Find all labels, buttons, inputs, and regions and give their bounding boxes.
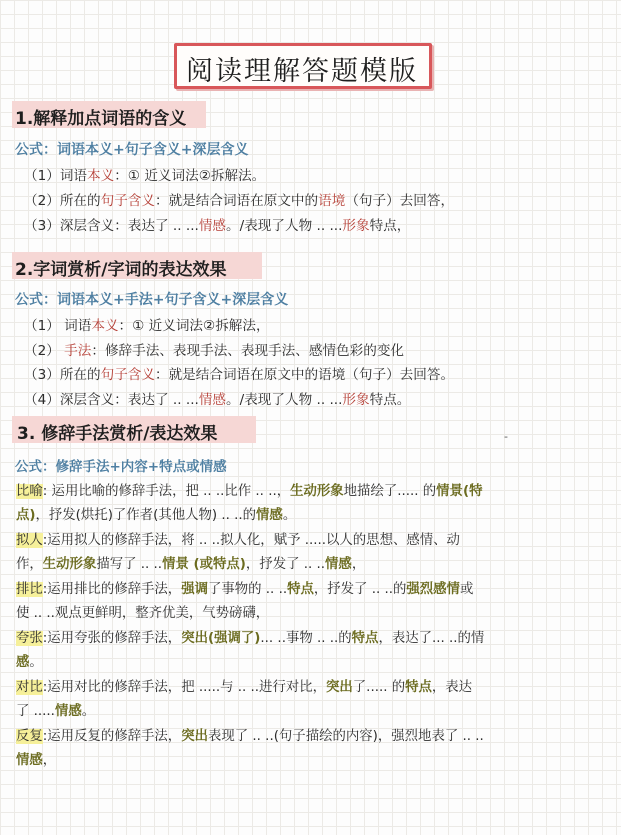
text-segment: ：就是结合词语在原文中的语境（句子）去回答。: [155, 367, 455, 383]
section-1-heading: 1.解释加点词语的含义: [15, 109, 187, 129]
section-1-line: [24, 189, 454, 209]
section-2-line: [24, 388, 410, 408]
text-segment: ，表达了... ..的情: [378, 631, 485, 646]
text-segment: ，抒发(烘托)了作者(其他人物) .. ..的: [35, 508, 257, 523]
section-3-line: [16, 504, 296, 523]
text-segment: ：① 近义词法②拆解法。: [114, 168, 266, 184]
text-segment: （1）词语: [24, 168, 88, 184]
text-segment: ，: [42, 753, 57, 768]
keyword: 点): [16, 508, 36, 523]
text-segment: （1） 词语: [24, 318, 92, 334]
section-2-line: [24, 314, 270, 334]
keyword: 语境: [318, 193, 346, 209]
text-segment: （2）所在的: [24, 193, 101, 209]
section-2-line: [24, 363, 454, 383]
text-segment: 特点。: [369, 392, 411, 408]
text-segment: 作，: [16, 557, 43, 572]
keyword: 感: [16, 655, 30, 670]
section-3-line: [16, 651, 43, 670]
section-3-line: [16, 602, 269, 621]
keyword: 强烈感情: [406, 582, 460, 597]
keyword: 情感: [54, 704, 82, 719]
section-3-line: [16, 749, 56, 768]
page-title: 阅读理解答题模版: [186, 56, 418, 87]
text-segment: 。/表现了人物 .. ...: [226, 392, 343, 408]
keyword: 情景 (或特点): [162, 557, 246, 572]
section-3-line: [16, 725, 484, 744]
text-segment: ，抒发了 .. ..的: [313, 582, 407, 597]
rhetoric-term: 反复: [16, 729, 43, 744]
text-segment: 。/表现了人物 .. ...: [226, 218, 343, 234]
text-segment: 表现了 .. ..(句子描绘的内容)，强烈地表了 .. ..: [207, 729, 484, 744]
section-1-line: [24, 164, 265, 184]
text-segment: ：① 近义词法②拆解法，: [118, 318, 270, 334]
text-segment: （3）所在的: [24, 367, 101, 383]
keyword: 情感: [198, 218, 227, 234]
text-segment: ，: [351, 557, 366, 572]
keyword: 突出: [181, 729, 208, 744]
text-segment: （2）: [24, 343, 65, 359]
rhetoric-term: 夸张: [16, 631, 43, 646]
text-segment: ，抒发了 .. ..: [245, 557, 326, 572]
text-segment: （3）深层含义：表达了 .. ...: [24, 218, 199, 234]
section-2-line: [24, 339, 404, 359]
section-1-line: [24, 214, 410, 234]
keyword: 突出(强调了): [181, 631, 261, 646]
keyword: 生动形象: [290, 484, 344, 499]
text-segment: 了..... 的: [352, 680, 406, 695]
section-3-line: [16, 578, 473, 597]
section-2-heading: 2.字词赏析/字词的表达效果: [15, 260, 227, 280]
rhetoric-term: 拟人: [16, 533, 43, 548]
text-segment: ：修辞手法、表现手法、表现手法、感情色彩的变化: [91, 343, 405, 359]
keyword: 形象: [342, 218, 370, 234]
text-segment: :运用对比的修辞手法，把 .....与 .. ..进行对比，: [42, 680, 327, 695]
text-segment: 使 .. ..观点更鲜明，整齐优美，气势磅礴，: [16, 606, 270, 621]
keyword: 形象: [342, 392, 370, 408]
keyword: 生动形象: [42, 557, 97, 572]
stray-mark: -: [504, 430, 508, 443]
keyword: 本义: [87, 168, 115, 184]
text-segment: 或: [459, 582, 474, 597]
section-3-line: [16, 480, 482, 499]
text-segment: 地描绘了..... 的: [343, 484, 437, 499]
keyword: 情感: [198, 392, 227, 408]
section-3-formula: 公式：修辞手法+内容+特点或情感: [15, 459, 227, 475]
text-segment: : 运用比喻的修辞手法，把 .. ..比作 .. ..，: [42, 484, 291, 499]
text-segment: ：就是结合词语在原文中的: [155, 193, 319, 209]
keyword: 强调: [181, 582, 208, 597]
text-segment: （4）深层含义：表达了 .. ...: [24, 392, 199, 408]
section-3-line: [16, 627, 484, 646]
keyword: 本义: [91, 318, 119, 334]
text-segment: （句子）去回答，: [345, 193, 455, 209]
text-segment: 。: [29, 655, 43, 670]
text-segment: :运用排比的修辞手法，: [42, 582, 182, 597]
text-segment: :运用拟人的修辞手法，将 .. ..拟人化，赋予 .....以人的思想、感情、动: [42, 533, 460, 548]
text-segment: 。: [81, 704, 96, 719]
text-segment: 。: [282, 508, 297, 523]
rhetoric-term: 对比: [16, 680, 43, 695]
section-2-formula: 公式：词语本义+手法+句子含义+深层含义: [15, 292, 289, 308]
text-segment: ... ..事物 .. ..的: [260, 631, 352, 646]
text-segment: 描写了 .. ..: [96, 557, 163, 572]
keyword: 情感: [256, 508, 283, 523]
keyword: 特点: [405, 680, 432, 695]
keyword: 特点: [351, 631, 379, 646]
rhetoric-term: 比喻: [16, 484, 43, 499]
keyword: 句子含义: [100, 193, 155, 209]
keyword: 特点: [287, 582, 314, 597]
text-segment: 了 .....: [16, 704, 55, 719]
text-segment: :运用夸张的修辞手法，: [42, 631, 182, 646]
keyword: 情景(特: [436, 484, 483, 499]
rhetoric-term: 排比: [16, 582, 43, 597]
text-segment: ，表达: [431, 680, 473, 695]
text-segment: 特点，: [369, 218, 411, 234]
text-segment: :运用反复的修辞手法，: [42, 729, 182, 744]
keyword: 情感: [325, 557, 352, 572]
keyword: 手法: [64, 343, 92, 359]
keyword: 突出: [326, 680, 353, 695]
section-3-line: [16, 529, 460, 548]
section-3-heading: 3. 修辞手法赏析/表达效果: [17, 424, 218, 444]
section-3-line: [16, 700, 95, 719]
text-segment: 了事物的 .. ..: [207, 582, 288, 597]
keyword: 句子含义: [100, 367, 155, 383]
section-1-formula: 公式：词语本义+句子含义+深层含义: [15, 142, 249, 158]
section-3-line: [16, 676, 472, 695]
section-3-line: [16, 553, 365, 572]
keyword: 情感: [16, 753, 43, 768]
